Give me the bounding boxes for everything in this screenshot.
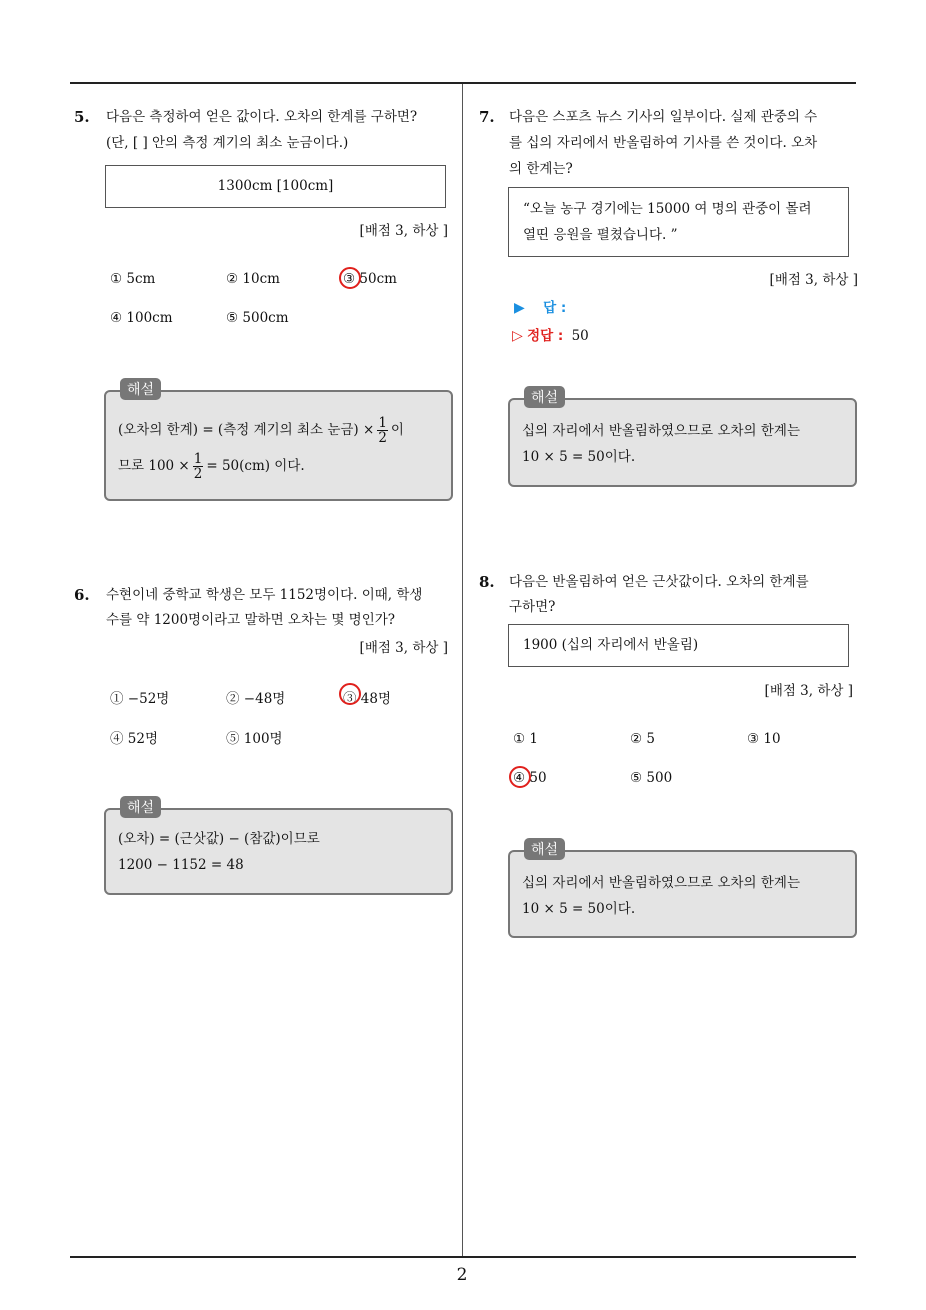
- given-value-box: [105, 165, 446, 208]
- option-4[interactable]: ④ 50: [513, 770, 547, 786]
- correct-answer-row: [512, 324, 589, 344]
- given-value: 1900 (십의 자리에서 반올림): [523, 637, 699, 653]
- quote-line1: “오늘 농구 경기에는 15000 여 명의 관중이 몰려: [523, 201, 812, 217]
- option-1[interactable]: ① −52명: [110, 691, 170, 707]
- option-5[interactable]: ⑤ 100명: [226, 731, 283, 747]
- explanation-box: [104, 808, 453, 895]
- explanation-tab: 해설: [120, 796, 161, 818]
- answer-row: [514, 296, 566, 316]
- correct-answer-value: 50: [571, 328, 589, 344]
- score-label: [배점 3, 하상 ]: [359, 223, 448, 239]
- explanation-tab: 해설: [120, 378, 161, 400]
- explanation-box: [508, 850, 857, 938]
- option-3[interactable]: ③ 48명: [343, 691, 392, 707]
- question-number: 8.: [479, 573, 495, 591]
- score-label: [배점 3, 하상 ]: [764, 683, 853, 699]
- play-outline-icon: ▷: [512, 328, 523, 344]
- option-4[interactable]: ④ 52명: [110, 731, 159, 747]
- option-3[interactable]: ③ 10: [747, 731, 781, 747]
- play-icon: ▶: [514, 300, 525, 316]
- explanation-line2: 1200 − 1152 = 48: [118, 857, 244, 873]
- option-5[interactable]: ⑤ 500: [630, 770, 673, 786]
- question-text-line1: 다음은 스포츠 뉴스 기사의 일부이다. 실제 관중의 수: [509, 109, 818, 125]
- question-text-line1: 다음은 반올림하여 얻은 근삿값이다. 오차의 한계를: [509, 574, 809, 590]
- score-label: [배점 3, 하상 ]: [769, 272, 858, 288]
- explanation-line1: 십의 자리에서 반올림하였으므로 오차의 한계는: [522, 875, 800, 891]
- explanation-box: [104, 390, 453, 501]
- correct-answer-label: 정답 :: [527, 328, 564, 344]
- bottom-rule: [70, 1256, 856, 1258]
- option-2[interactable]: ② −48명: [226, 691, 286, 707]
- question-number: 6.: [74, 586, 90, 604]
- option-4[interactable]: ④ 100cm: [110, 310, 173, 326]
- explanation-line2: 므로 100 × $\frac{1}{2}$ = 50(cm) 이다.: [118, 451, 305, 482]
- explanation-line2: 10 × 5 = 50이다.: [522, 449, 636, 465]
- question-text-line3: 의 한계는?: [509, 161, 573, 177]
- score-label: [배점 3, 하상 ]: [359, 640, 448, 656]
- explanation-line1: 십의 자리에서 반올림하였으므로 오차의 한계는: [522, 423, 800, 439]
- quote-line2: 열띤 응원을 펼쳤습니다. ”: [523, 227, 678, 243]
- top-rule: [70, 82, 856, 84]
- column-divider: [462, 84, 463, 1256]
- fraction-half: $\frac{1}{2}$: [378, 415, 387, 446]
- option-1[interactable]: ① 5cm: [110, 271, 156, 287]
- option-5[interactable]: ⑤ 500cm: [226, 310, 289, 326]
- selected-answer-mark: [509, 766, 531, 788]
- selected-answer-mark: [339, 683, 361, 705]
- explanation-tab: 해설: [524, 386, 565, 408]
- answer-label: 답 :: [543, 300, 567, 316]
- explanation-tab: 해설: [524, 838, 565, 860]
- given-value-box: [508, 624, 849, 667]
- explanation-box: [508, 398, 857, 487]
- question-text-line1: 수현이네 중학교 학생은 모두 1152명이다. 이때, 학생: [106, 587, 423, 603]
- question-text-line2: (단, [ ] 안의 측정 계기의 최소 눈금이다.): [106, 135, 349, 151]
- option-2[interactable]: ② 5: [630, 731, 655, 747]
- news-quote-box: [508, 187, 849, 257]
- page-number: 2: [456, 1265, 468, 1285]
- selected-answer-mark: [339, 267, 361, 289]
- option-3[interactable]: ③ 50cm: [343, 271, 397, 287]
- question-text-line1: 다음은 측정하여 얻은 값이다. 오차의 한계를 구하면?: [106, 109, 418, 125]
- explanation-line2: 10 × 5 = 50이다.: [522, 901, 636, 917]
- explanation-line1: (오차의 한계) = (측정 계기의 최소 눈금) × $\frac{1}{2}$ 이: [118, 415, 404, 446]
- fraction-half: $\frac{1}{2}$: [193, 451, 203, 482]
- explanation-line1: (오차) = (근삿값) − (참값)이므로: [118, 831, 320, 847]
- question-number: 7.: [479, 108, 495, 126]
- option-2[interactable]: ② 10cm: [226, 271, 280, 287]
- question-text-line2: 를 십의 자리에서 반올림하여 기사를 쓴 것이다. 오차: [509, 135, 818, 151]
- option-1[interactable]: ① 1: [513, 731, 538, 747]
- question-text-line2: 수를 약 1200명이라고 말하면 오차는 몇 명인가?: [106, 612, 396, 628]
- question-text-line2: 구하면?: [509, 599, 556, 615]
- given-value: 1300cm [100cm]: [217, 178, 334, 194]
- question-number: 5.: [74, 108, 90, 126]
